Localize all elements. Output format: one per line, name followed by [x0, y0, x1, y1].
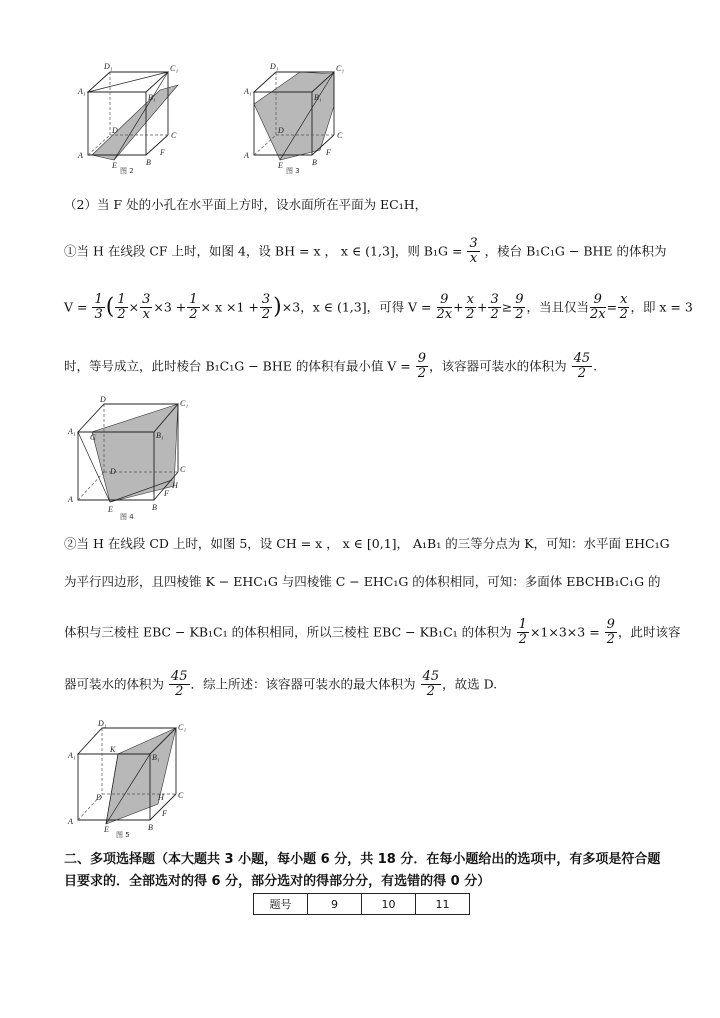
paragraph-case-2-line-3	[64, 618, 680, 648]
p5c-text: .	[593, 358, 598, 374]
p4c-text: ，当且仅当	[526, 299, 589, 315]
svg-text:E: E	[278, 161, 283, 170]
svg-text:C₁: C₁	[170, 64, 179, 73]
svg-text:A: A	[68, 495, 73, 504]
paragraph-case-2-line-1	[64, 536, 670, 552]
figure-3-caption: 图 3	[286, 167, 300, 175]
p5a-text: 时，等号成立，此时棱台 B₁C₁G − BHE 的体积有最小值 V =	[64, 358, 411, 374]
svg-text:K: K	[110, 745, 116, 754]
p8a-text: 体积与三棱柱 EBC − KB₁C₁ 的体积相同，所以三棱柱 EBC − KB₁C₁ 的体积为	[64, 624, 512, 640]
svg-text:C: C	[337, 131, 343, 140]
svg-text:B₁: B₁	[152, 753, 160, 762]
svg-text:E: E	[112, 161, 117, 170]
svg-text:B: B	[148, 823, 153, 832]
svg-text:C₁: C₁	[178, 723, 187, 732]
svg-text:A₁: A₁	[78, 87, 86, 96]
svg-text:E: E	[108, 505, 113, 514]
figure-5-caption: 图 5	[116, 831, 130, 839]
svg-text:F: F	[160, 148, 165, 157]
svg-text:F: F	[164, 489, 169, 498]
answer-cell-10[interactable]: 10	[362, 894, 416, 915]
svg-text:F: F	[326, 148, 331, 157]
svg-text:D: D	[100, 395, 106, 404]
fraction-45-2-c: $\frac{45}{2}$	[422, 669, 440, 700]
p3a-text: ①当 H 在线段 CF 上时，如图 4，设 BH = x ， x ∈ (1,3]，则 B₁G =	[64, 243, 463, 259]
svg-text:B: B	[312, 158, 317, 167]
p5b-text: ，该容器可装水的体积为	[429, 358, 567, 374]
table-row	[254, 894, 470, 915]
svg-text:B₁: B₁	[156, 431, 164, 440]
figure-5	[66, 720, 196, 840]
figure-3	[240, 60, 360, 178]
answer-cell-11[interactable]: 11	[416, 894, 470, 915]
section-heading-multiple-choice: 二、多项选择题（本大题共 3 小题，每小题 6 分，共 18 分．在每小题给出的选项中，有多项是符合题目要求的．全部选对的得 6 分，部分选对的得部分分，有选错的得 0 分）	[64, 852, 661, 889]
svg-text:C: C	[178, 791, 184, 800]
svg-text:C: C	[171, 131, 177, 140]
svg-text:H: H	[158, 793, 164, 802]
svg-text:C: C	[180, 465, 186, 474]
fraction-x-2-b: $\frac{x}{2}$	[619, 292, 628, 323]
svg-text:E: E	[104, 825, 109, 834]
svg-text:D: D	[110, 467, 116, 476]
p2-text: （2）当 F 处的小孔在水平面上方时，设水面所在平面为 EC₁H，	[64, 197, 428, 212]
plus-op: +	[453, 299, 464, 315]
svg-text:C₁: C₁	[180, 399, 189, 408]
p6-text: ②当 H 在线段 CD 上时，如图 5，设 CH = x ， x ∈ [0,1]， A₁B₁ 的三等分点为 K，可知：水平面 EHC₁G	[64, 536, 670, 551]
paragraph-case-1-line-2: V = $\frac{1}{3}$ ( $\frac{1}{2}$ × $\frac{3}{x}$ ×3 + $\frac{1}{2}$ × x ×1 + $\frac{3}{2}$ )×3，x ∈ (1,3]，可得 V = $\frac{9}{2x}$ + $\frac{x}{2}$ + $\frac{3}{2}$ ≥ $\frac{9}{2}$ ，当且仅当 $\frac{9}{2x}$ = $\frac{x}{2}$ ，即 x = 3	[64, 292, 693, 323]
xx1-op: × x ×1 +	[200, 299, 259, 315]
svg-text:C₁: C₁	[336, 64, 345, 73]
p7-text: 为平行四边形，且四棱锥 K − EHC₁G 与四棱锥 C − EHC₁G 的体积相同，可知：多面体 EBCHB₁C₁G 的	[64, 574, 661, 589]
svg-text:A₁: A₁	[68, 427, 76, 436]
answer-table	[253, 893, 470, 915]
svg-text:A: A	[78, 151, 83, 160]
fraction-9-2-b: $\frac{9}{2}$	[417, 351, 427, 382]
fraction-3-x: $\frac{3}{x}$	[142, 292, 151, 323]
answer-cell-9[interactable]: 9	[308, 894, 362, 915]
fraction-45-2-b: $\frac{45}{2}$	[171, 669, 188, 700]
fraction-1-2-c: $\frac{1}{2}$	[518, 617, 527, 648]
fraction-x-2: $\frac{x}{2}$	[466, 292, 475, 323]
x3-op: ×3 +	[153, 299, 187, 315]
eq-op: =	[606, 299, 618, 315]
figure-4-caption: 图 4	[120, 513, 134, 521]
svg-text:A₁: A₁	[68, 751, 76, 760]
fraction-45-2: $\frac{45}{2}$	[573, 351, 591, 382]
p9a-text: 器可装水的体积为	[64, 676, 165, 692]
svg-text:D₁: D₁	[98, 720, 107, 728]
fraction-9-2-c: $\frac{9}{2}$	[606, 617, 615, 648]
svg-text:D₁: D₁	[104, 62, 113, 71]
fraction-3-2: $\frac{3}{2}$	[261, 292, 271, 323]
svg-text:D: D	[96, 793, 102, 802]
paragraph-case-2-line-4	[64, 670, 497, 700]
fraction-1-2: $\frac{1}{2}$	[117, 292, 126, 323]
fraction-1-2-b: $\frac{1}{2}$	[189, 292, 198, 323]
fraction-3-2-b: $\frac{3}{2}$	[490, 292, 499, 323]
p4b-text: ×3，x ∈ (1,3]，可得 V =	[281, 299, 432, 315]
fraction-3-over-x: $\frac{3}{x}$	[469, 236, 478, 267]
svg-text:D₁: D₁	[270, 62, 279, 71]
geq-op: ≥	[501, 299, 513, 315]
svg-text:D: D	[278, 126, 284, 135]
svg-text:B₁: B₁	[148, 93, 156, 102]
paragraph-case-1-line-1	[64, 237, 667, 267]
svg-text:B: B	[146, 158, 151, 167]
fraction-9-2x: $\frac{9}{2x}$	[436, 292, 453, 323]
svg-text:A₁: A₁	[244, 87, 252, 96]
p8b-text: ×1×3×3 =	[529, 624, 600, 640]
svg-text:A: A	[68, 817, 73, 826]
table-header-cell: 题号	[254, 894, 308, 915]
paragraph-case-1-line-3	[64, 352, 597, 382]
p8c-text: ，此时该容	[617, 624, 681, 640]
fraction-9-2x-b: $\frac{9}{2x}$	[590, 292, 606, 323]
svg-text:F: F	[162, 809, 167, 818]
svg-text:G: G	[90, 433, 96, 442]
fraction-1-3: $\frac{1}{3}$	[94, 292, 103, 323]
p4a-text: V =	[64, 299, 88, 315]
p4d-text: ，即 x = 3	[630, 299, 693, 315]
plus-op-2: +	[476, 299, 488, 315]
svg-text:B: B	[152, 503, 157, 512]
figure-4	[66, 392, 196, 522]
svg-text:D: D	[112, 126, 118, 135]
p9c-text: ，故选 D.	[442, 676, 498, 692]
svg-text:H: H	[172, 481, 178, 490]
figure-2	[74, 60, 194, 178]
fraction-9-2: $\frac{9}{2}$	[515, 292, 524, 323]
paragraph-case-2-line-2	[64, 574, 661, 590]
paragraph-condition-2	[64, 197, 427, 213]
figure-2-caption: 图 2	[120, 167, 134, 175]
svg-text:A: A	[244, 151, 249, 160]
p3b-text: ，棱台 B₁C₁G − BHE 的体积为	[484, 243, 667, 259]
svg-text:B₁: B₁	[314, 93, 322, 102]
p9b-text: ．综上所述：该容器可装水的最大体积为	[190, 676, 416, 692]
